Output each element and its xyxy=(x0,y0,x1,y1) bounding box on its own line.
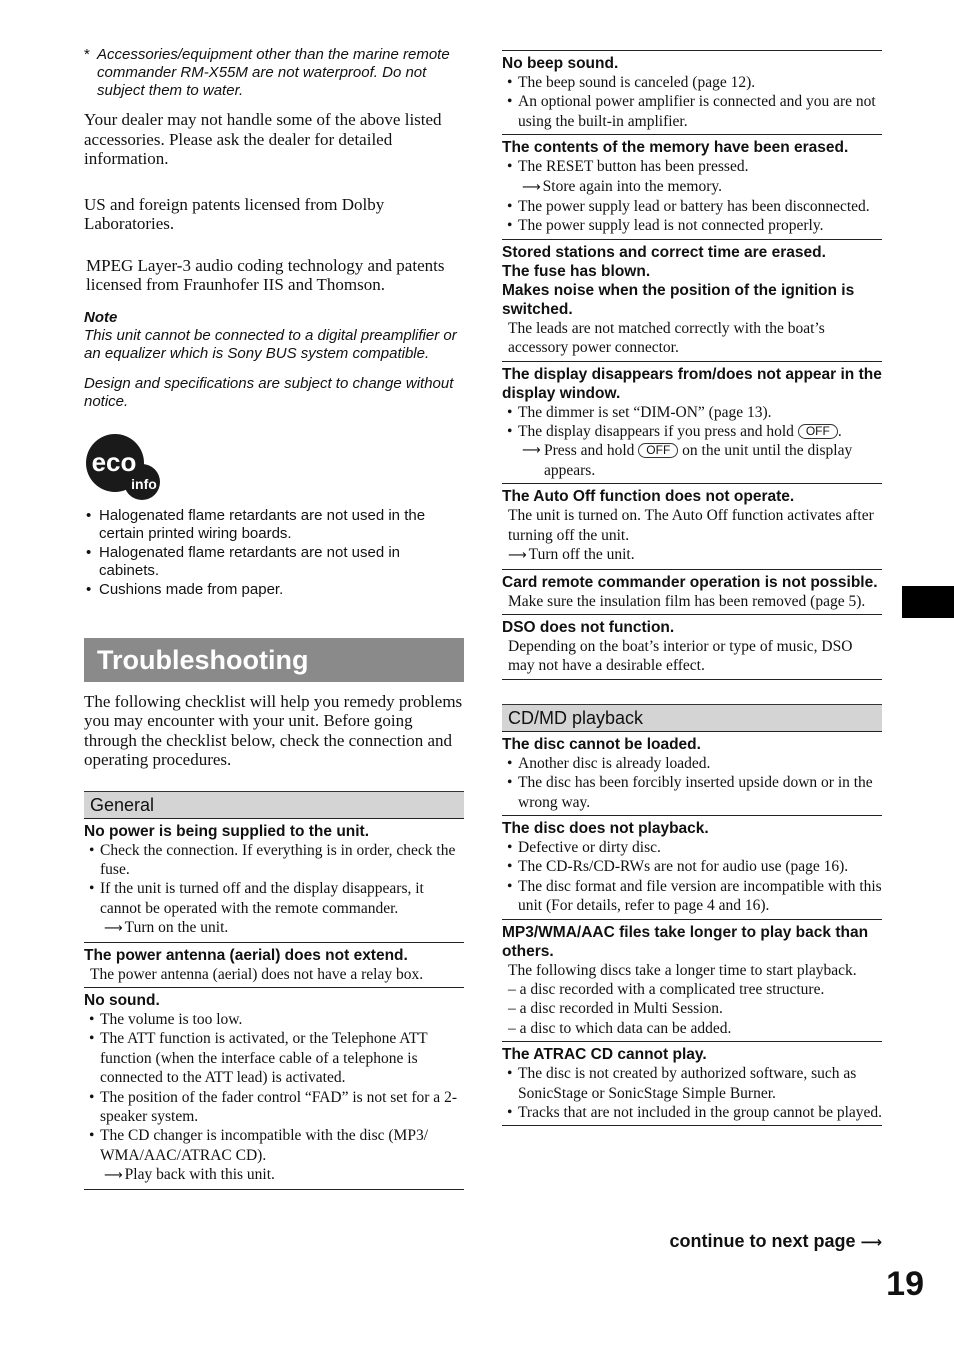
trouble-title: The ATRAC CD cannot play. xyxy=(502,1046,707,1064)
bullet-item: • An optional power amplifier is connected and you are not using the built-in amplifier. xyxy=(502,92,882,131)
trouble-title: MP3/WMA/AAC files take longer to play back than others. xyxy=(502,923,869,960)
bullet-item: • Tracks that are not included in the group cannot be played. xyxy=(502,1103,882,1122)
page-title: Troubleshooting xyxy=(97,644,309,675)
cdmd-heading-label: CD/MD playback xyxy=(508,707,644,728)
remedy-text: Play back with this unit. xyxy=(124,1166,275,1184)
trouble-title: Card remote commander operation is not possible. xyxy=(502,573,878,591)
trouble-bullets xyxy=(502,403,882,442)
trouble-title: The power antenna (aerial) does not extend. xyxy=(84,946,408,964)
trouble-text: The unit is turned on. The Auto Off function activates after turning off the unit. xyxy=(508,507,874,544)
eco-list-item: • Cushions made from paper. xyxy=(84,581,464,599)
section-thumb-tab xyxy=(902,586,954,618)
continue-indicator xyxy=(600,1230,882,1253)
trouble-text: The leads are not matched correctly with the boat’s accessory power connector. xyxy=(508,319,825,357)
remedy-text: Store again into the memory. xyxy=(542,177,722,195)
trouble-bullets xyxy=(502,73,882,131)
remedy-line xyxy=(502,441,882,480)
dash-item: – a disc to which data can be added. xyxy=(508,1019,732,1037)
trouble-title: The disc cannot be loaded. xyxy=(502,735,701,753)
waterproof-footnote xyxy=(84,46,464,100)
arrow-right-icon: ⟶ xyxy=(522,443,541,459)
bullet-item: • Another disc is already loaded. xyxy=(502,754,882,773)
trouble-item xyxy=(502,50,882,135)
remedy-text: Press and hold xyxy=(544,442,639,460)
remedy-text: Turn off the unit. xyxy=(528,546,635,564)
trouble-bullets xyxy=(502,157,882,176)
trouble-title: No beep sound. xyxy=(502,55,619,72)
trouble-item xyxy=(84,943,464,988)
bullet-item: • The RESET button has been pressed. xyxy=(502,157,882,176)
continue-text: continue to next page xyxy=(669,1231,856,1251)
trouble-title: Makes noise when the position of the ignition is switched. xyxy=(502,281,855,318)
bullet-text: The display disappears if you press and hold xyxy=(518,423,798,441)
remedy-text: Turn on the unit. xyxy=(124,919,229,937)
trouble-item xyxy=(502,920,882,1043)
eco-logo-sub: info xyxy=(131,475,157,492)
eco-info-logo xyxy=(85,433,165,501)
trouble-item xyxy=(502,816,882,920)
arrow-right-icon: ⟶ xyxy=(104,921,123,937)
trouble-item xyxy=(502,615,882,680)
left-column xyxy=(84,44,464,1190)
trouble-item xyxy=(502,135,882,240)
remedy-line xyxy=(502,177,882,197)
page-number: 19 xyxy=(886,1265,924,1303)
off-button-label: OFF xyxy=(798,424,838,439)
cdmd-heading xyxy=(502,704,882,732)
arrow-right-icon: ⟶ xyxy=(104,1168,123,1184)
remedy-line xyxy=(84,918,464,938)
eco-list xyxy=(84,507,464,599)
eco-logo-word: eco xyxy=(91,446,137,477)
dealer-paragraph: Your dealer may not handle some of the above listed accessories. Please ask the dealer for detailed information. xyxy=(84,110,442,168)
bullet-item: • The dimmer is set “DIM-ON” (page 13). xyxy=(502,403,882,422)
trouble-text: Make sure the insulation film has been removed (page 5). xyxy=(508,592,866,610)
arrow-right-icon: ⟶ xyxy=(522,179,541,195)
section-title-bar xyxy=(84,638,464,682)
design-notice: Design and specifications are subject to change without notice. xyxy=(84,374,454,410)
mpeg-paragraph: MPEG Layer-3 audio coding technology and patents licensed from Fraunhofer IIS and Thomson. xyxy=(86,255,445,294)
trouble-title: DSO does not function. xyxy=(502,618,675,636)
trouble-item xyxy=(502,362,882,485)
footnote-marker: * xyxy=(84,46,90,63)
trouble-item xyxy=(502,732,882,816)
dolby-paragraph: US and foreign patents licensed from Dolby Laboratories. xyxy=(84,194,385,233)
bullet-item: • The power supply lead is not connected properly. xyxy=(502,216,882,235)
eco-list-item: • Halogenated flame retardants are not used in cabinets. xyxy=(84,544,464,580)
arrow-right-icon: ⟶ xyxy=(860,1233,882,1251)
trouble-item xyxy=(502,570,882,615)
trouble-bullets xyxy=(502,1064,882,1122)
trouble-title: The contents of the memory have been erased. xyxy=(502,139,849,157)
trouble-text: The following discs take a longer time to start playback. xyxy=(508,961,857,979)
trouble-text: The power antenna (aerial) does not have a relay box. xyxy=(90,965,424,983)
bullet-item xyxy=(502,422,882,441)
trouble-title: No power is being supplied to the unit. xyxy=(84,822,370,840)
off-button-label: OFF xyxy=(638,443,678,458)
trouble-item xyxy=(84,988,464,1190)
trouble-bullets xyxy=(84,841,464,919)
trouble-item xyxy=(84,819,464,943)
remedy-line xyxy=(502,545,882,565)
trouble-bullets xyxy=(502,754,882,812)
trouble-title: Stored stations and correct time are erased. xyxy=(502,243,826,261)
trouble-title: No sound. xyxy=(84,991,160,1009)
trouble-title: The display disappears from/does not appear in the display window. xyxy=(502,365,882,402)
bullet-item: • The power supply lead or battery has been disconnected. xyxy=(502,197,882,216)
arrow-right-icon: ⟶ xyxy=(508,548,527,564)
eco-logo-icon xyxy=(85,433,165,501)
bullet-item: • If the unit is turned off and the display disappears, it cannot be operated with the remote commander. xyxy=(84,879,464,918)
bullet-item: • The ATT function is activated, or the Telephone ATT function (when the interface cable of a telephone is connected to the ATT lead) is activated. xyxy=(84,1029,464,1087)
trouble-item xyxy=(502,1042,882,1126)
trouble-title: The Auto Off function does not operate. xyxy=(502,488,795,506)
note-heading: Note xyxy=(84,308,118,326)
trouble-text: Depending on the boat’s interior or type of music, DSO may not have a desirable effect. xyxy=(508,637,853,675)
trouble-bullets xyxy=(84,1010,464,1165)
trouble-item xyxy=(502,240,882,362)
trouble-title: The disc does not playback. xyxy=(502,819,709,837)
footnote-text: Accessories/equipment other than the marine remote commander RM-X55M are not waterproof. Do not subject them to water. xyxy=(97,46,450,99)
bullet-item: • Defective or dirty disc. xyxy=(502,838,882,857)
bullet-item: • Check the connection. If everything is in order, check the fuse. xyxy=(84,841,464,880)
remedy-text-end: on the unit until the display appears. xyxy=(544,442,853,479)
trouble-bullets xyxy=(502,838,882,916)
bullet-item: • The disc is not created by authorized software, such as SonicStage or SonicStage Simple Burner. xyxy=(502,1064,882,1103)
bullet-item: • The disc has been forcibly inserted upside down or in the wrong way. xyxy=(502,773,882,812)
intro-paragraph: The following checklist will help you remedy problems you may encounter with your unit. Before going through the checklist below, check the connection and operating procedures. xyxy=(84,691,463,769)
note-text: This unit cannot be connected to a digital preamplifier or an equalizer which is Sony BUS system compatible. xyxy=(84,326,457,362)
general-heading xyxy=(84,791,464,819)
dash-item: – a disc recorded in Multi Session. xyxy=(508,1000,723,1018)
trouble-bullets xyxy=(502,197,882,236)
bullet-item: • The CD-Rs/CD-RWs are not for audio use (page 16). xyxy=(502,857,882,876)
bullet-item: • The volume is too low. xyxy=(84,1010,464,1029)
trouble-title: The fuse has blown. xyxy=(502,262,651,280)
bullet-item: • The position of the fader control “FAD” is not set for a 2-speaker system. xyxy=(84,1088,464,1127)
right-column xyxy=(502,50,882,1126)
trouble-item xyxy=(502,484,882,569)
bullet-item: • The disc format and file version are incompatible with this unit (For details, refer to page 4 and 16). xyxy=(502,877,882,916)
remedy-line xyxy=(84,1165,464,1185)
bullet-item: • The beep sound is canceled (page 12). xyxy=(502,73,882,92)
bullet-item: • The CD changer is incompatible with the disc (MP3/ WMA/AAC/ATRAC CD). xyxy=(84,1126,464,1165)
bullet-text-end: . xyxy=(837,423,842,441)
dash-item: – a disc recorded with a complicated tree structure. xyxy=(508,980,825,998)
eco-list-item: • Halogenated flame retardants are not used in the certain printed wiring boards. xyxy=(84,507,464,543)
general-heading-label: General xyxy=(90,794,155,815)
